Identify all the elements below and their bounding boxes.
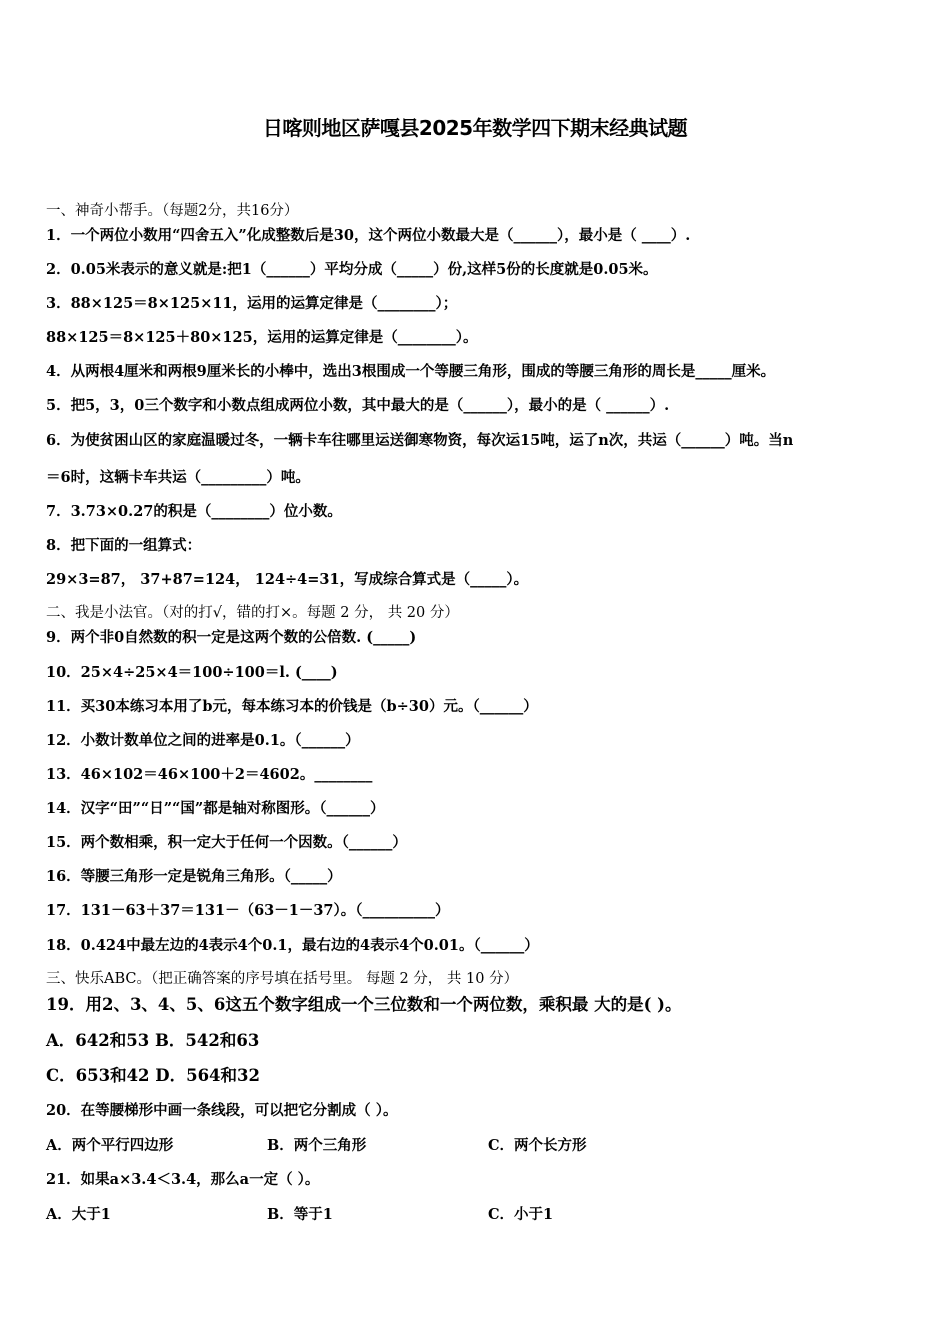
question-20-options: [46, 1136, 916, 1156]
question-6-part-b: ＝6时，这辆卡车共运（_________）吨。: [46, 469, 310, 486]
question-14: 14．汉字“田”“日”“国”都是轴对称图形。（______）: [46, 800, 385, 817]
question-15: 15．两个数相乘，积一定大于任何一个因数。（______）: [46, 834, 407, 851]
question-3-part-a: 3．88×125＝8×125×11，运用的运算定律是（________）；: [46, 295, 458, 312]
option-b: B．两个三角形: [267, 1137, 367, 1154]
option-a: A．大于1: [46, 1206, 111, 1223]
option-a: A．两个平行四边形: [46, 1137, 174, 1154]
question-19-options-cd: C．653和42 D．564和32: [46, 1066, 260, 1085]
question-16: 16．等腰三角形一定是锐角三角形。（_____）: [46, 868, 342, 885]
question-10: 10．25×4÷25×4＝100÷100＝l. (____): [46, 664, 338, 681]
question-20: 20．在等腰梯形中画一条线段，可以把它分割成（ ）。: [46, 1102, 398, 1119]
question-19-options-ab: A．642和53 B．542和63: [46, 1031, 260, 1050]
question-21: 21．如果a×3.4＜3.4，那么a一定（ ）。: [46, 1171, 320, 1188]
question-21-options: [46, 1205, 916, 1225]
section-1-heading: 一、神奇小帮手。（每题2分，共16分）: [46, 203, 299, 219]
question-12: 12．小数计数单位之间的进率是0.1。（______）: [46, 732, 360, 749]
question-13: 13．46×102＝46×100＋2＝4602。________: [46, 766, 373, 783]
question-19: 19．用2、3、4、5、6这五个数字组成一个三位数和一个两位数，乘积最 大的是( )。: [46, 995, 682, 1014]
question-4: 4．从两根4厘米和两根9厘米长的小棒中，选出3根围成一个等腰三角形，围成的等腰三角形的周长是_____厘米。: [46, 363, 776, 380]
question-8-part-b: 29×3=87， 37+87=124， 124÷4=31，写成综合算式是（_____）。: [46, 571, 529, 588]
option-c: C．小于1: [488, 1206, 554, 1223]
question-5: 5．把5，3，0三个数字和小数点组成两位小数，其中最大的是（______），最小的是（ ______）.: [46, 397, 670, 414]
question-8-part-a: 8．把下面的一组算式：: [46, 537, 202, 554]
question-6-part-a: 6．为使贫困山区的家庭温暖过冬，一辆卡车往哪里运送御寒物资，每次运15吨，运了n次，共运（______）吨。当n: [46, 432, 794, 449]
question-1: 1．一个两位小数用“四舍五入”化成整数后是30，这个两位小数最大是（______），最小是（ ____）.: [46, 227, 691, 244]
question-2: 2．0.05米表示的意义就是:把1（______）平均分成（_____）份,这样5份的长度就是0.05米。: [46, 261, 658, 278]
option-b: B．等于1: [267, 1206, 333, 1223]
question-11: 11．买30本练习本用了b元，每本练习本的价钱是（b÷30）元。（______）: [46, 698, 538, 715]
question-17: 17．131－63＋37＝131－（63－1－37）。（__________）: [46, 902, 450, 919]
section-2-heading: 二、我是小法官。（对的打√，错的打×。每题 2 分， 共 20 分）: [46, 605, 459, 621]
question-18: 18．0.424中最左边的4表示4个0.1，最右边的4表示4个0.01。（______）: [46, 937, 539, 954]
question-7: 7．3.73×0.27的积是（________）位小数。: [46, 503, 342, 520]
question-9: 9．两个非0自然数的积一定是这两个数的公倍数. (_____): [46, 629, 417, 646]
section-3-heading: 三、快乐ABC。（把正确答案的序号填在括号里。 每题 2 分， 共 10 分）: [46, 971, 519, 987]
question-3-part-b: 88×125＝8×125＋80×125，运用的运算定律是（________）。: [46, 329, 478, 346]
option-c: C．两个长方形: [488, 1137, 587, 1154]
page-title: 日喀则地区萨嘎县2025年数学四下期末经典试题: [262, 116, 688, 140]
